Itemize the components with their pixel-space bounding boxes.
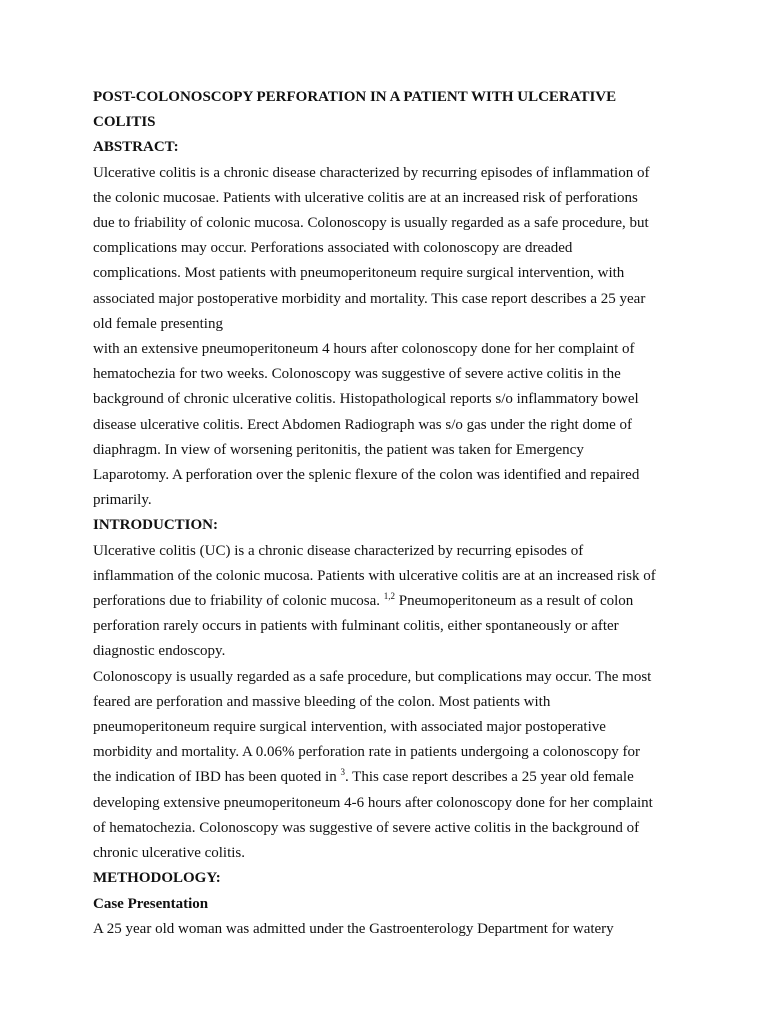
- abstract-line: the colonic mucosae. Patients with ulcerative colitis are at an increased risk of perforations: [93, 189, 638, 206]
- introduction-heading: INTRODUCTION:: [93, 517, 219, 534]
- introduction-text: . This case report describes a 25 year old female: [344, 769, 634, 786]
- abstract-line: associated major postoperative morbidity and mortality. This case report describes a 25 year: [93, 290, 646, 307]
- abstract-line: Laparotomy. A perforation over the splenic flexure of the colon was identified and repaired: [93, 467, 640, 484]
- abstract-line: Ulcerative colitis is a chronic disease characterized by recurring episodes of inflammation of: [93, 164, 650, 181]
- introduction-line: Ulcerative colitis (UC) is a chronic disease characterized by recurring episodes of: [93, 542, 584, 559]
- abstract-line: background of chronic ulcerative colitis. Histopathological reports s/o inflammatory bowel: [93, 391, 639, 408]
- abstract-line: with an extensive pneumoperitoneum 4 hours after colonoscopy done for her complaint of: [93, 341, 635, 358]
- abstract-line: disease ulcerative colitis. Erect Abdomen Radiograph was s/o gas under the right dome of: [93, 416, 633, 433]
- introduction-line: perforation rarely occurs in patients with fulminant colitis, either spontaneously or after: [93, 618, 619, 635]
- introduction-text: the indication of IBD has been quoted in: [93, 769, 341, 786]
- abstract-line: primarily.: [93, 492, 152, 509]
- document-title-line-2: COLITIS: [93, 114, 156, 131]
- introduction-line: of hematochezia. Colonoscopy was suggestive of severe active colitis in the background of: [93, 819, 640, 836]
- introduction-line: chronic ulcerative colitis.: [93, 845, 246, 862]
- abstract-line: due to friability of colonic mucosa. Colonoscopy is usually regarded as a safe procedure, but: [93, 215, 649, 232]
- methodology-line: A 25 year old woman was admitted under the Gastroenterology Department for watery: [93, 920, 614, 937]
- abstract-line: complications may occur. Perforations associated with colonoscopy are dreaded: [93, 240, 573, 257]
- methodology-heading: METHODOLOGY:: [93, 870, 221, 887]
- case-presentation-subheading: Case Presentation: [93, 895, 209, 912]
- document-body: [93, 85, 683, 942]
- introduction-line: inflammation of the colonic mucosa. Patients with ulcerative colitis are at an increased risk of: [93, 567, 656, 584]
- introduction-line: pneumoperitoneum require surgical intervention, with associated major postoperative: [93, 719, 606, 736]
- abstract-heading: ABSTRACT:: [93, 139, 179, 156]
- introduction-line: Colonoscopy is usually regarded as a safe procedure, but complications may occur. The most: [93, 668, 652, 685]
- introduction-text: perforations due to friability of colonic mucosa.: [93, 593, 384, 610]
- abstract-line: hematochezia for two weeks. Colonoscopy was suggestive of severe active colitis in the: [93, 366, 621, 383]
- citation-superscript: 3: [340, 767, 345, 778]
- introduction-line: diagnostic endoscopy.: [93, 643, 226, 660]
- abstract-line: old female presenting: [93, 315, 223, 332]
- abstract-line: complications. Most patients with pneumoperitoneum require surgical intervention, with: [93, 265, 625, 282]
- introduction-text: Pneumoperitoneum as a result of colon: [395, 593, 634, 610]
- introduction-line: feared are perforation and massive bleeding of the colon. Most patients with: [93, 693, 551, 710]
- abstract-line: diaphragm. In view of worsening peritonitis, the patient was taken for Emergency: [93, 441, 584, 458]
- citation-superscript: 1,2: [383, 591, 395, 602]
- introduction-line: developing extensive pneumoperitoneum 4-6 hours after colonoscopy done for her complaint: [93, 794, 653, 811]
- introduction-line: morbidity and mortality. A 0.06% perforation rate in patients undergoing a colonoscopy for: [93, 744, 640, 761]
- introduction-line-with-citation: [93, 589, 683, 614]
- document-title-line-1: POST-COLONOSCOPY PERFORATION IN A PATIENT WITH ULCERATIVE: [93, 89, 617, 105]
- introduction-line-with-citation: [93, 765, 683, 790]
